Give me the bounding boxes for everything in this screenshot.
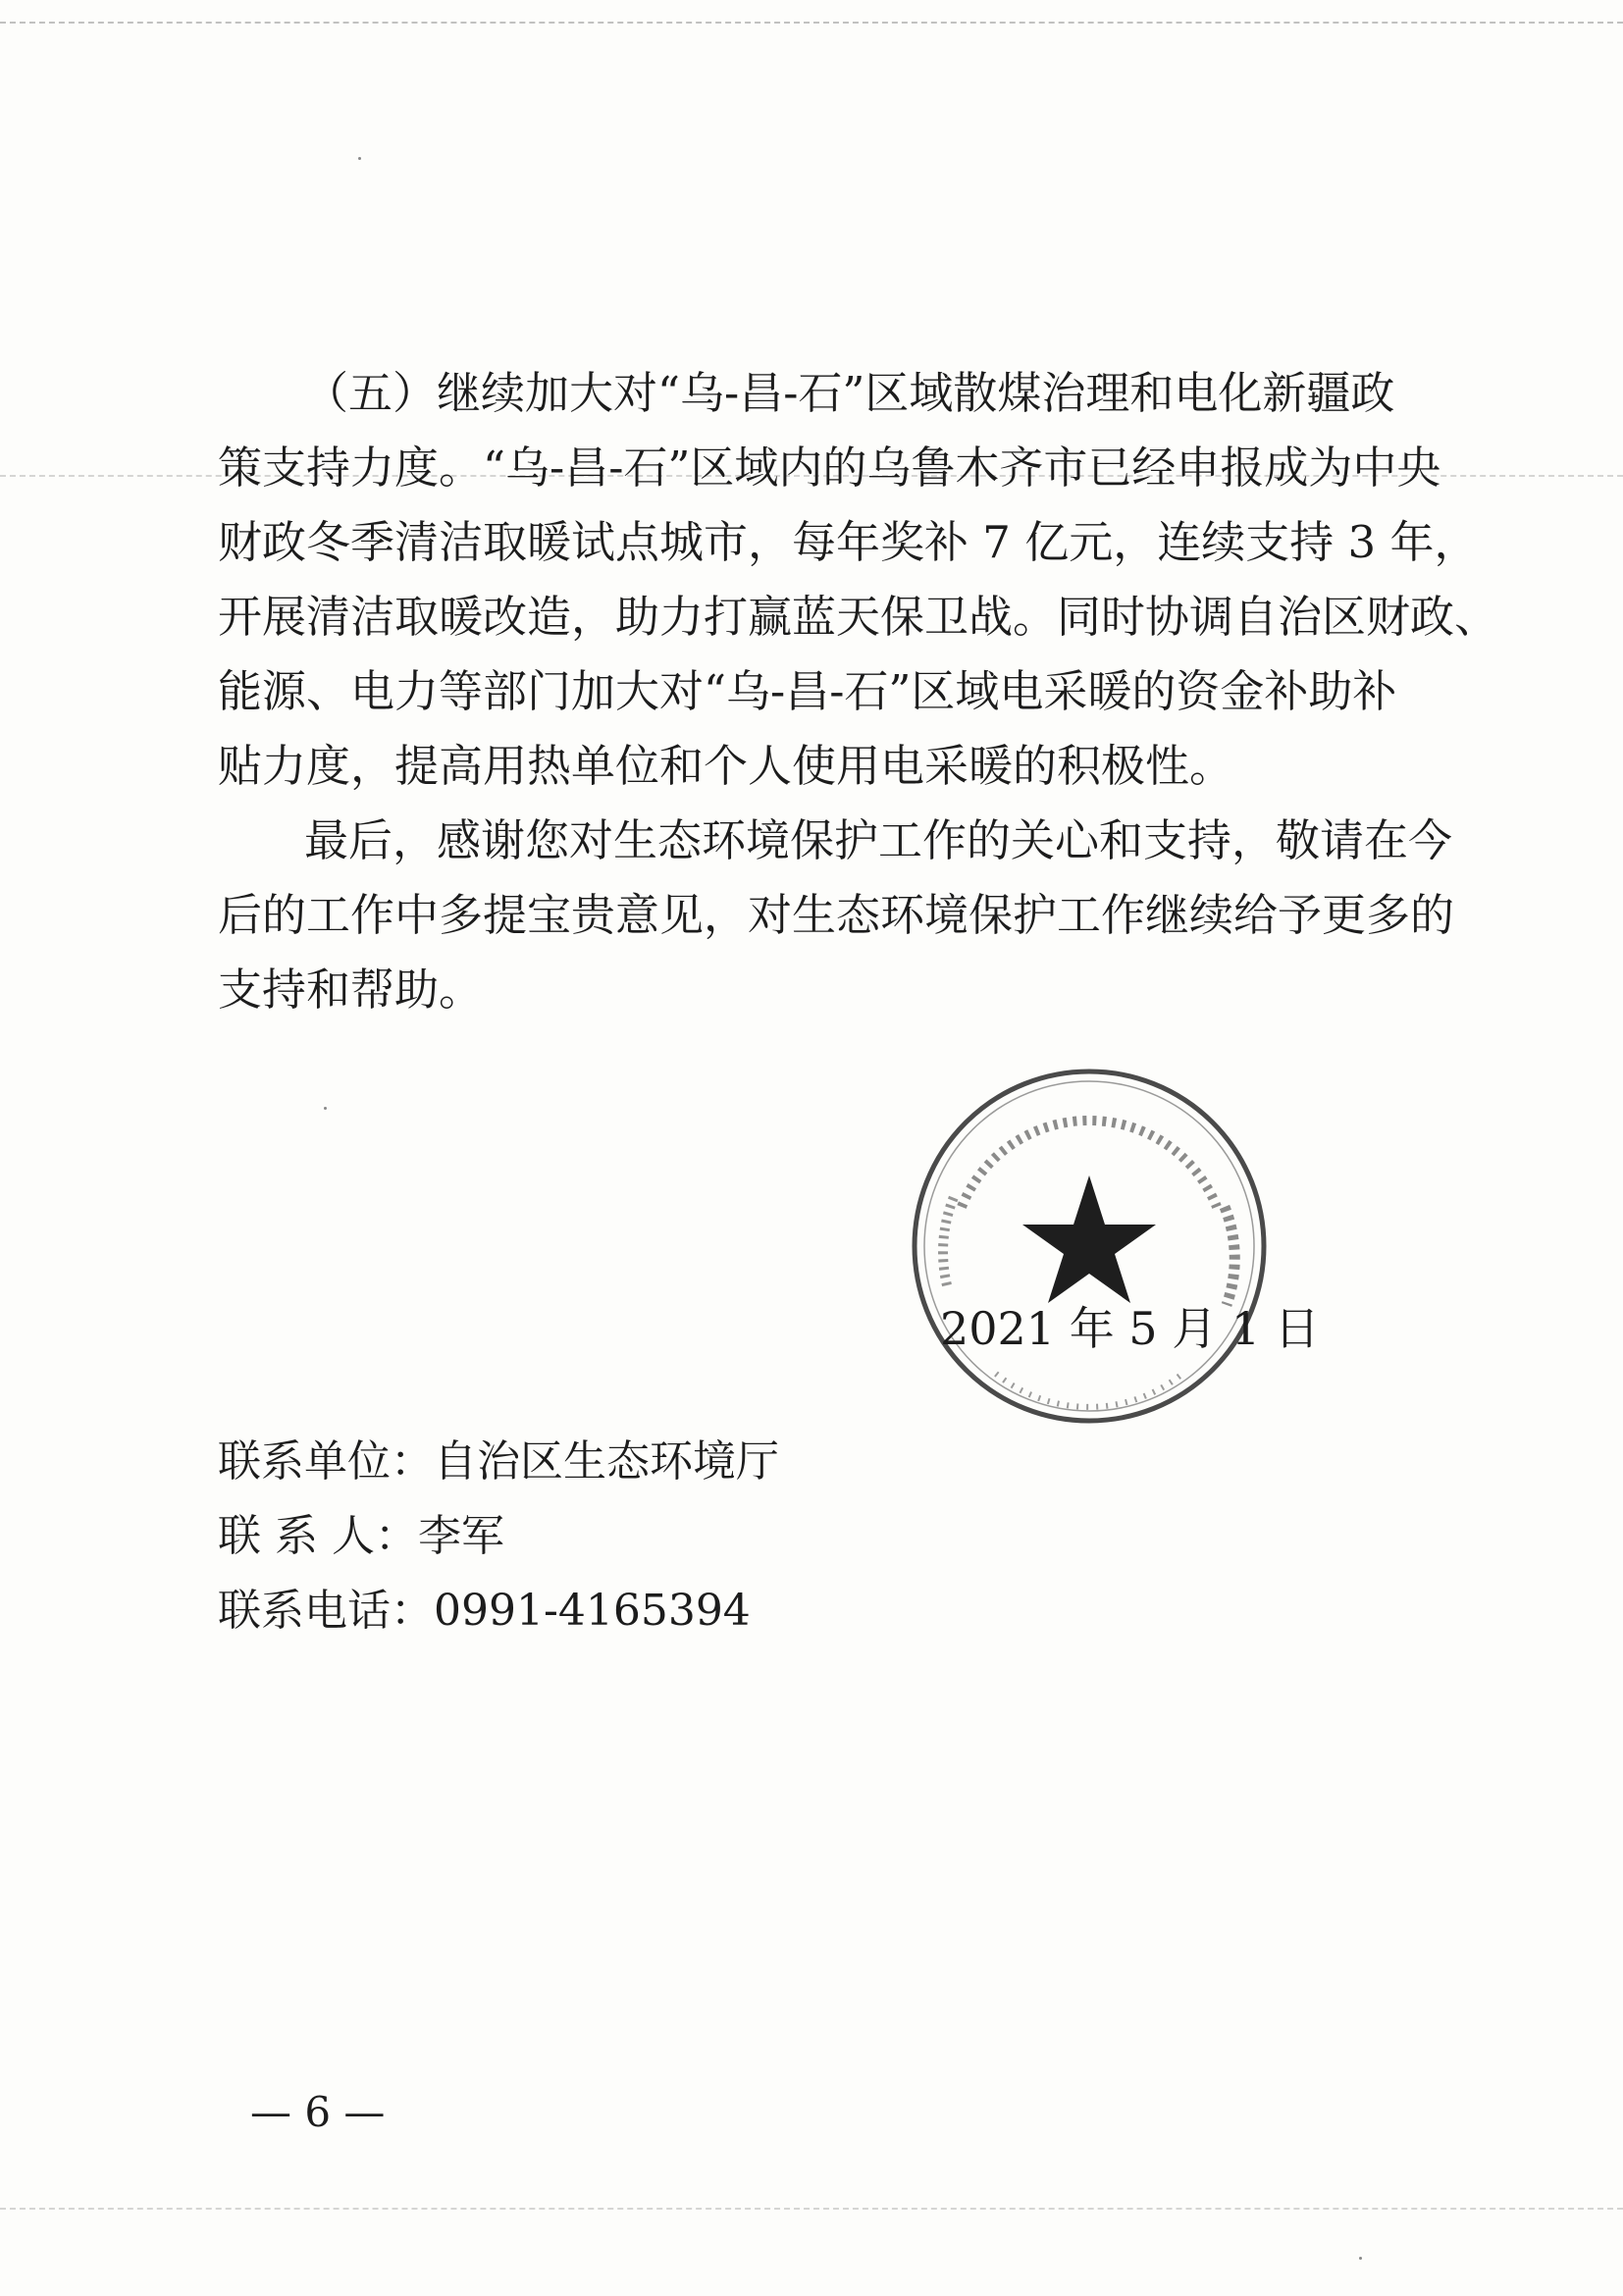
paragraph-5-line-3: 财政冬季清洁取暖试点城市，每年奖补 7 亿元，连续支持 3 年， <box>218 516 1479 568</box>
page-number: — 6 — <box>250 2088 386 2136</box>
seal-star-icon <box>1022 1175 1156 1303</box>
paragraph-5-line-5: 能源、电力等部门加大对“乌-昌-石”区域电采暖的资金补助补 <box>218 665 1397 717</box>
contact-person: 联 系 人：李军 <box>218 1511 504 1561</box>
contact-unit: 联系单位：自治区生态环境厅 <box>218 1436 779 1487</box>
closing-line-3: 支持和帮助。 <box>218 964 484 1016</box>
paragraph-5-line-4: 开展清洁取暖改造，助力打赢蓝天保卫战。同时协调自治区财政、 <box>218 591 1499 643</box>
scan-artifact-top <box>0 22 1623 24</box>
official-seal <box>903 1060 1276 1433</box>
scan-speck <box>358 157 361 160</box>
signature-date: 2021 年 5 月 1 日 <box>940 1302 1320 1355</box>
paragraph-5-line-2: 策支持力度。“乌-昌-石”区域内的乌鲁木齐市已经申报成为中央 <box>218 442 1441 494</box>
paragraph-5-line-6: 贴力度，提高用热单位和个人使用电采暖的积极性。 <box>218 740 1234 792</box>
scan-speck <box>324 1107 327 1110</box>
scan-speck <box>1359 2257 1362 2260</box>
closing-line-2: 后的工作中多提宝贵意见，对生态环境保护工作继续给予更多的 <box>218 889 1455 941</box>
closing-line-1: 最后，感谢您对生态环境保护工作的关心和支持，敬请在今 <box>304 814 1453 866</box>
paragraph-5-line-1: （五）继续加大对“乌-昌-石”区域散煤治理和电化新疆政 <box>304 367 1395 419</box>
scan-artifact-bottom <box>0 2208 1623 2210</box>
contact-phone: 联系电话：0991-4165394 <box>218 1586 751 1636</box>
